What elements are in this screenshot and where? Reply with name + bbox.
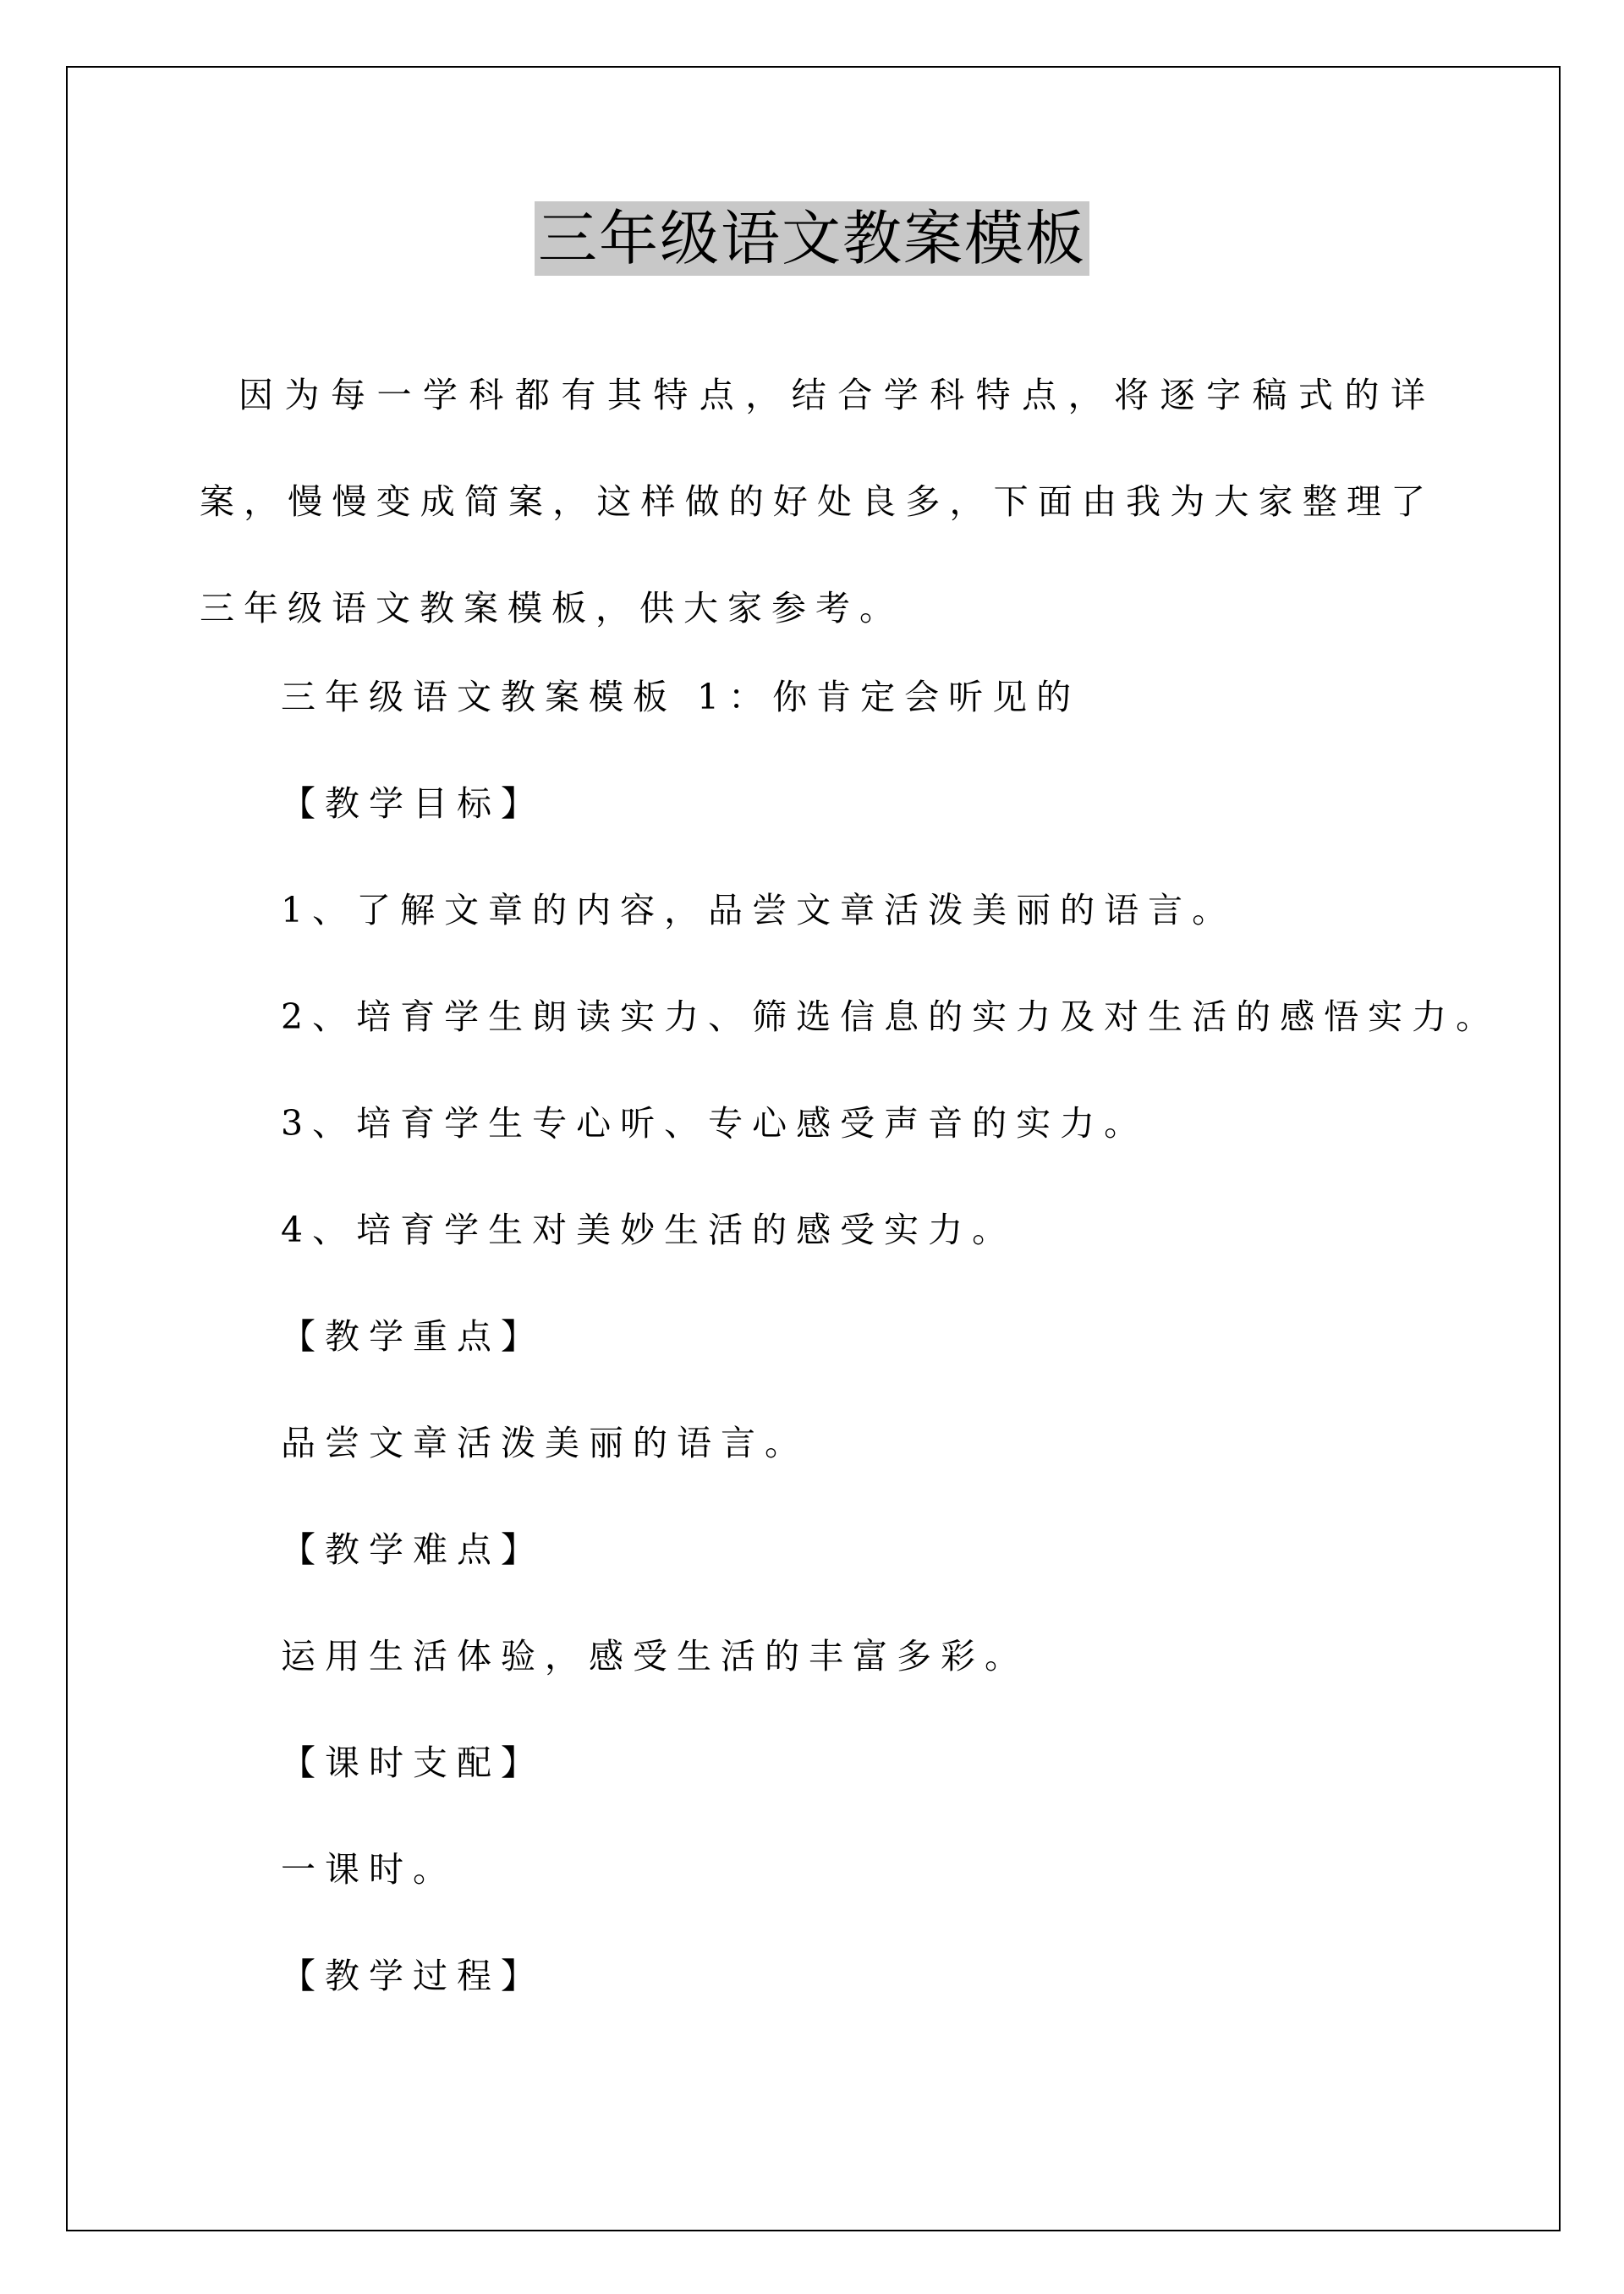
goals-heading: 【教学目标】	[281, 783, 545, 824]
goal-item-1: 1、了解文章的内容，品尝文章活泼美丽的语言。	[281, 890, 1237, 930]
document-title: 三年级语文教案模板	[535, 201, 1089, 276]
difficulty-text: 运用生活体验，感受生活的丰富多彩。	[281, 1636, 1029, 1677]
key-text: 品尝文章活泼美丽的语言。	[281, 1423, 809, 1463]
schedule-heading: 【课时支配】	[281, 1742, 545, 1783]
section-title: 三年级语文教案模板 1：你肯定会听见的	[281, 677, 1081, 717]
process-heading: 【教学过程】	[281, 1956, 545, 1996]
intro-paragraph: 因为每一学科都有其特点，结合学科特点，将逐字稿式的详案，慢慢变成简案，这样做的好处良多，下面由我为大家整理了三年级语文教案模板，供大家参考。	[200, 375, 1435, 628]
document-title-wrapper	[0, 201, 1624, 276]
schedule-text: 一课时。	[281, 1849, 457, 1890]
goal-item-4: 4、培育学生对美妙生活的感受实力。	[281, 1210, 1017, 1250]
difficulty-heading: 【教学难点】	[281, 1529, 545, 1570]
goal-item-3: 3、培育学生专心听、专心感受声音的实力。	[281, 1103, 1149, 1144]
key-heading: 【教学重点】	[281, 1316, 545, 1357]
goal-item-2: 2、培育学生朗读实力、筛选信息的实力及对生活的感悟实力。	[281, 996, 1501, 1037]
